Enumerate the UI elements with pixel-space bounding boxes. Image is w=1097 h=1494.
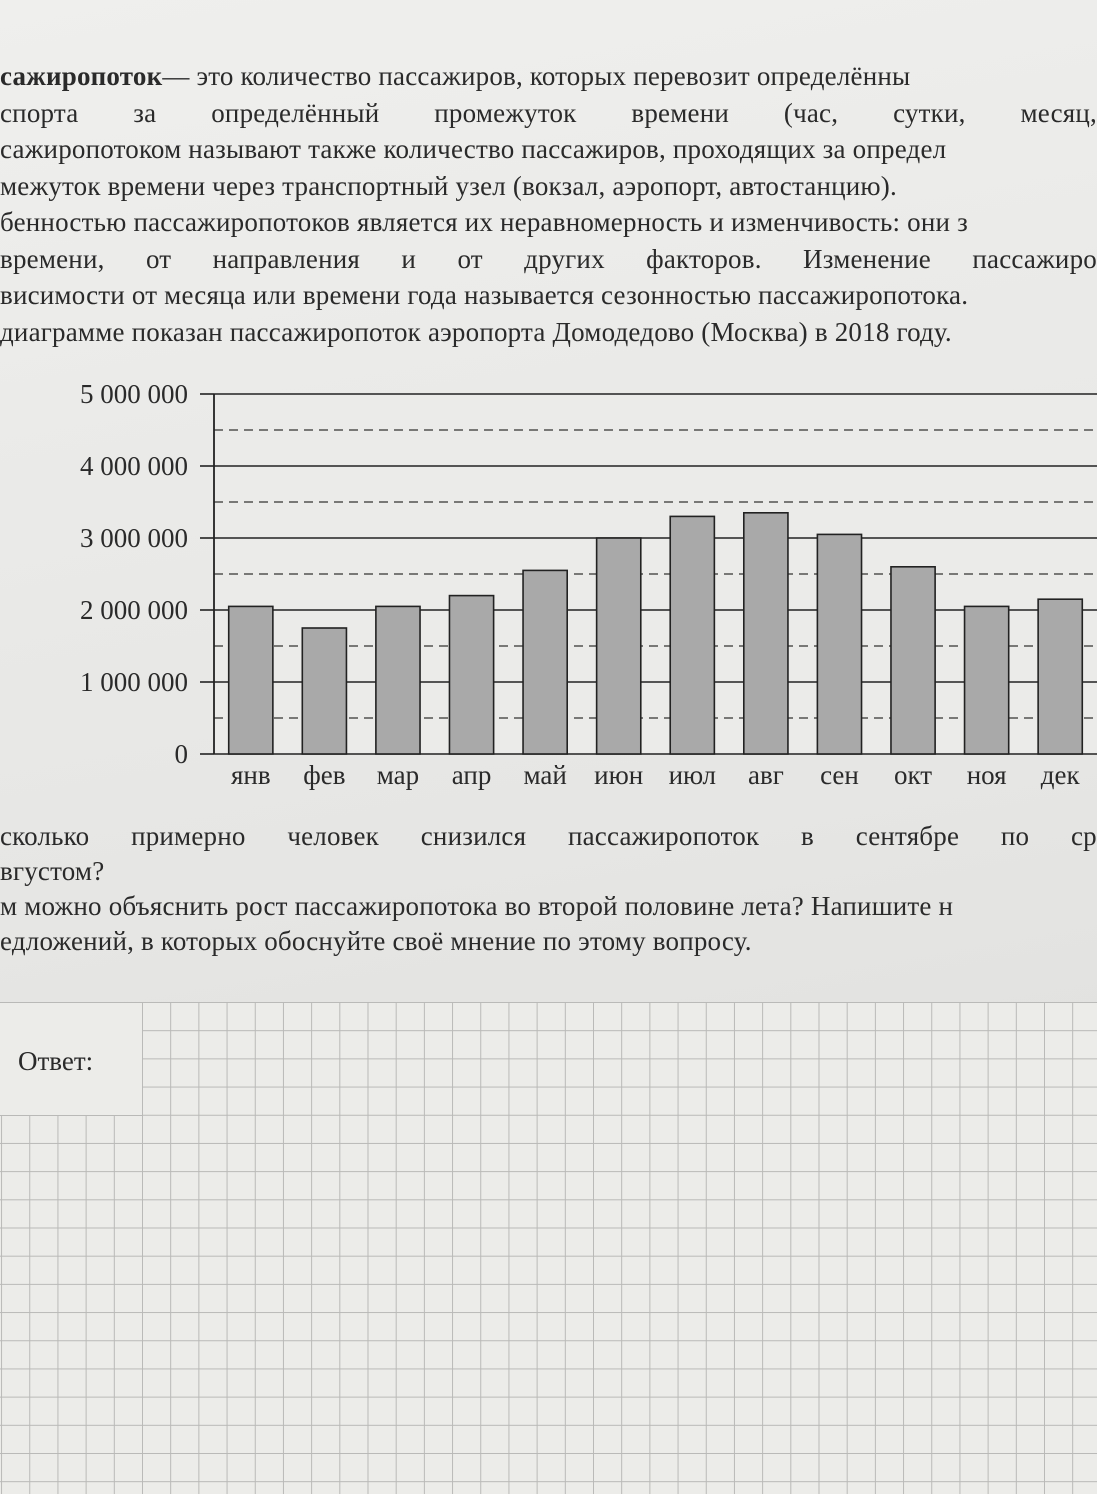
word: человек [287,821,379,851]
word: пассажиро [972,243,1097,274]
term-bold: сажиропоток [0,61,163,91]
y-tick-label: 3 000 000 [80,523,188,553]
text-line-2 [0,95,1097,131]
y-tick-label: 2 000 000 [80,595,188,625]
bar-май [523,570,567,754]
bar-окт [891,567,935,754]
question-line-4: едложений, в которых обоснуйте своё мнение по этому вопросу. [0,926,752,956]
word: примерно [131,821,246,851]
bar-янв [229,606,273,754]
word: направления [212,243,361,274]
question-line-3: м можно объяснить рост пассажиропотока во второй половине лета? Напишите н [0,891,954,921]
text-line-4: межуток времени через транспортный узел (вокзал, аэропорт, автостанцию). [0,170,897,201]
question-line-2: вгустом? [0,856,105,886]
x-tick-label: май [523,760,567,790]
definition-text: — это количество пассажиров, которых перевозит определённы [162,61,911,91]
x-tick-label: фев [303,760,346,790]
text-line-6 [0,241,1097,277]
word: в [801,821,814,851]
x-tick-label: дек [1040,760,1080,790]
bar-фев [302,628,346,754]
word: от [145,243,172,274]
passenger-flow-chart [0,370,1097,790]
bar-июл [670,516,714,754]
word: времени, [0,243,105,274]
bar-сен [817,534,861,754]
question-line-1 [0,818,1097,854]
x-tick-label: июл [668,760,717,790]
word: Изменение [803,243,931,274]
word: сентябре [855,821,960,851]
bar-мар [376,606,420,754]
word: ср [1071,821,1097,851]
y-tick-label: 5 000 000 [80,379,188,409]
bar-ноя [965,606,1009,754]
y-tick-label: 4 000 000 [80,451,188,481]
word: пассажиропоток [567,821,760,851]
text-line-1 [0,58,1097,94]
word: снизился [420,821,527,851]
word: промежуток [434,97,577,128]
word: других [524,243,605,274]
word: факторов. [646,243,762,274]
word: за [133,97,157,128]
y-tick-label: 1 000 000 [80,667,188,697]
word: определённый [211,97,380,128]
bar-апр [449,596,493,754]
text-line-7: висимости от месяца или времени года называется сезонностью пассажиропотока. [0,280,969,310]
text-line-5: бенностью пассажиропотоков является их неравномерность и изменчивость: они з [0,207,968,237]
x-tick-label: ноя [966,760,1007,790]
bar-июн [597,538,641,754]
word: сколько [0,821,90,851]
x-tick-label: авг [747,760,784,790]
word: времени [631,97,730,128]
x-tick-label: апр [451,760,492,790]
text-line-3: сажиропотоком называют также количество пассажиров, проходящих за определ [0,134,947,164]
answer-grid[interactable] [0,1002,1097,1494]
y-tick-label: 0 [174,739,188,769]
bar-chart-svg [0,370,1097,790]
word: от [457,243,483,274]
x-tick-label: янв [230,760,271,790]
word: и [401,243,417,274]
text-line-8: диаграмме показан пассажиропоток аэропорта Домодедово (Москва) в 2018 году. [0,316,952,347]
x-tick-label: июн [594,760,644,790]
bar-авг [744,513,788,754]
word: по [1000,821,1030,851]
word: сутки, [893,97,966,128]
x-tick-label: окт [894,760,933,790]
word: (час, [783,97,839,128]
word: месяц, [1020,97,1097,128]
answer-label: Ответ: [18,1046,94,1076]
x-tick-label: мар [376,760,420,790]
x-tick-label: сен [820,760,859,790]
bar-дек [1038,599,1082,754]
word: спорта [0,97,79,128]
